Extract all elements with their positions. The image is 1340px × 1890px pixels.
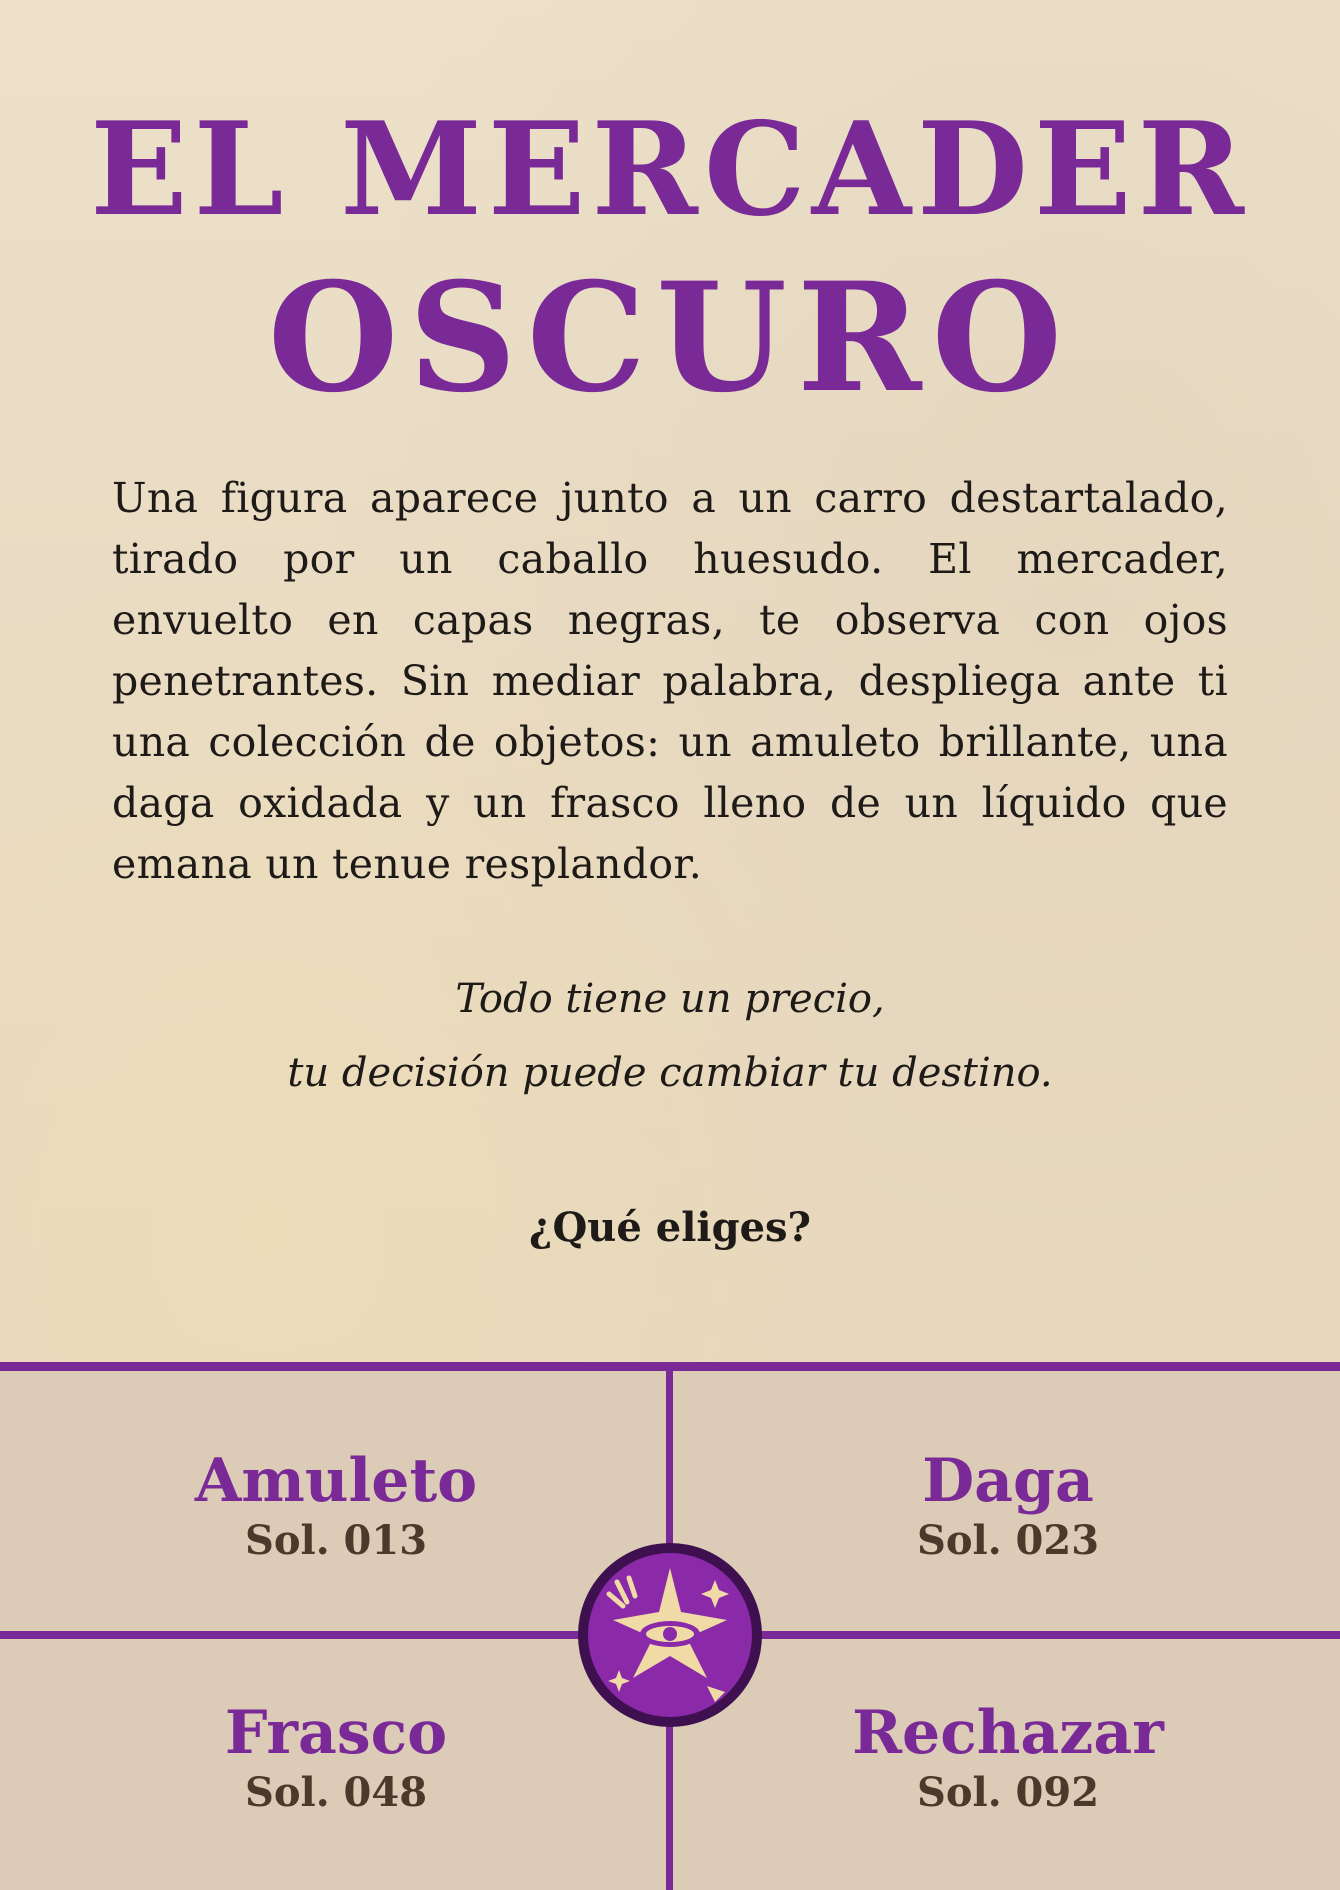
choice-frasco[interactable] [56, 1698, 616, 1818]
choice-sol: Sol. 048 [244, 1769, 428, 1816]
choice-name: Daga [922, 1446, 1094, 1516]
title-line-2: OSCURO [267, 250, 1073, 426]
choice-daga[interactable] [728, 1446, 1288, 1566]
choice-prompt: ¿Qué eliges? [529, 1204, 811, 1251]
choice-sol: Sol. 023 [916, 1517, 1100, 1564]
choice-name: Rechazar [852, 1698, 1164, 1768]
story-text: Una figura aparece junto a un carro destartalado, tirado por un caballo huesudo. El mercader, envuelto en capas negras, te observa con ojos penetrantes. Sin mediar palabra, despliega ante ti una colección de objetos: un amuleto brillante, una daga oxidada y un frasco lleno de un líquido que emana un tenue resplandor. [112, 474, 1228, 888]
quote-line-1: Todo tiene un precio, [455, 976, 885, 1022]
eye-pupil [663, 1627, 677, 1641]
choice-sol: Sol. 013 [244, 1517, 428, 1564]
quote-line-2: tu decisión puede cambiar tu destino. [287, 1050, 1053, 1096]
choice-name: Frasco [224, 1698, 448, 1768]
mystic-eye-icon [575, 1540, 765, 1730]
choice-rechazar[interactable] [728, 1698, 1288, 1818]
title-line-1: EL MERCADER [90, 95, 1250, 245]
choice-name: Amuleto [194, 1446, 478, 1516]
choice-sol: Sol. 092 [916, 1769, 1100, 1816]
choice-amuleto[interactable] [56, 1446, 616, 1566]
